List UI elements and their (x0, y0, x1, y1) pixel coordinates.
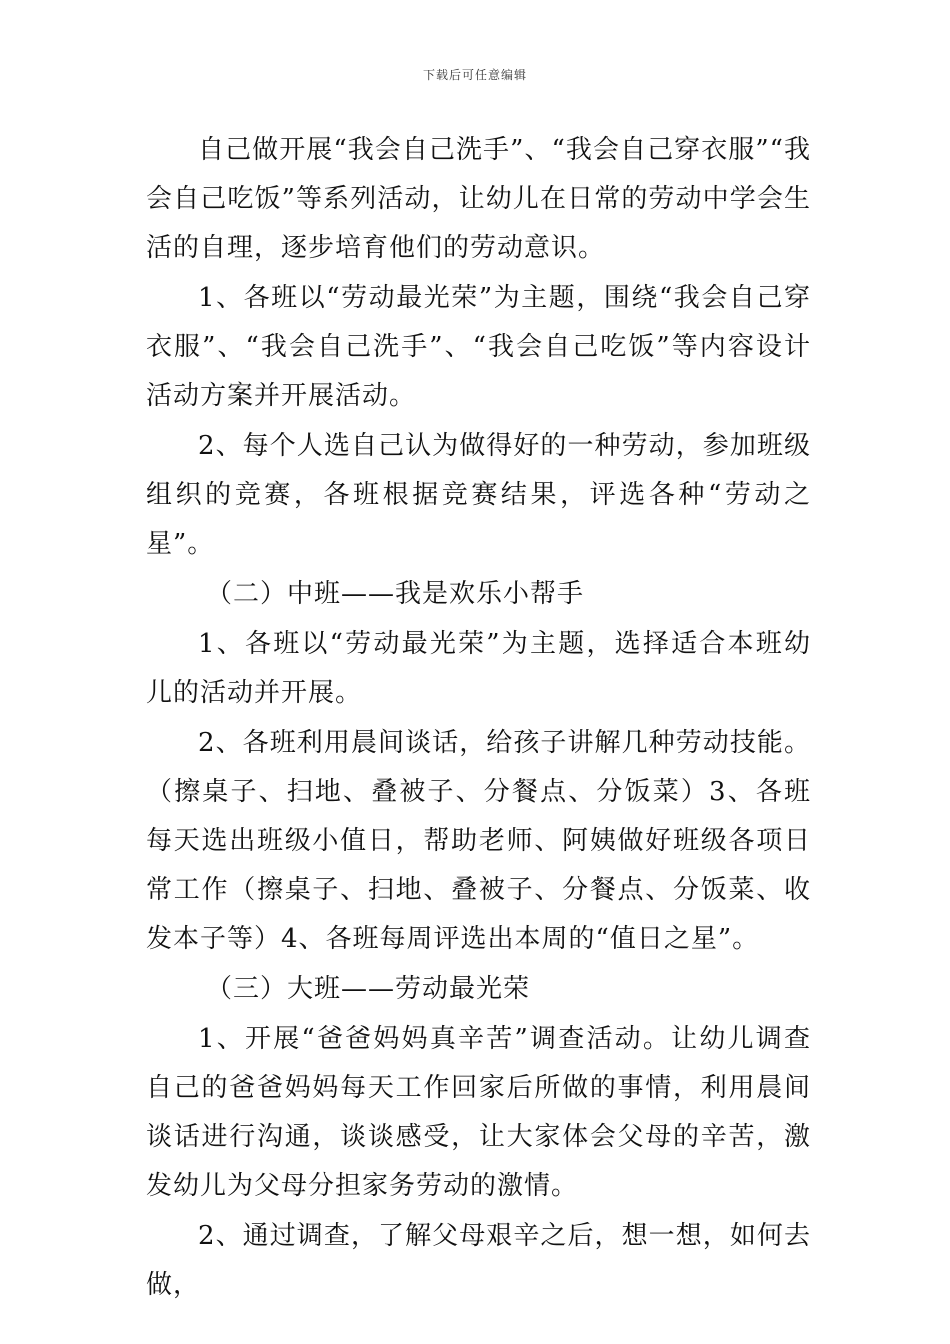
section-heading-large-class: （三）大班——劳动最光荣 (206, 974, 531, 1004)
paragraph-large-class-item-2: 2、通过调查，了解父母艰辛之后，想一想，如何去做， (146, 1221, 811, 1300)
header-note: 下载后可任意编辑 (422, 68, 527, 82)
document-body (146, 126, 811, 1311)
paragraph-small-class-item-2: 2、每个人选自己认为做得好的一种劳动，参加班级组织的竞赛，各班根据竞赛结果，评选各种“劳动之星”。 (146, 431, 811, 559)
paragraph-middle-class-item-1: 1、各班以“劳动最光荣”为主题，选择适合本班幼儿的活动并开展。 (146, 629, 811, 708)
paragraph-intro: 自己做开展“我会自己洗手”、“我会自己穿衣服”“我会自己吃饭”等系列活动，让幼儿在日常的劳动中学会生活的自理，逐步培育他们的劳动意识。 (146, 135, 811, 263)
paragraph-large-class-item-1: 1、开展“爸爸妈妈真辛苦”调查活动。让幼儿调查自己的爸爸妈妈每天工作回家后所做的事情，利用晨间谈话进行沟通，谈谈感受，让大家体会父母的辛苦，激发幼儿为父母分担家务劳动的激情。 (146, 1024, 811, 1201)
section-heading-middle-class: （二）中班——我是欢乐小帮手 (206, 579, 585, 609)
paragraph-small-class-item-1: 1、各班以“劳动最光荣”为主题，围绕“我会自己穿衣服”、“我会自己洗手”、“我会自己吃饭”等内容设计活动方案并开展活动。 (146, 283, 811, 411)
paragraph-middle-class-item-2: 2、各班利用晨间谈话，给孩子讲解几种劳动技能。（擦桌子、扫地、叠被子、分餐点、分饭菜）3、各班每天选出班级小值日，帮助老师、阿姨做好班级各项日常工作（擦桌子、扫地、叠被子、分餐点、分饭菜、收发本子等）4、各班每周评选出本周的“值日之星”。 (146, 728, 811, 954)
